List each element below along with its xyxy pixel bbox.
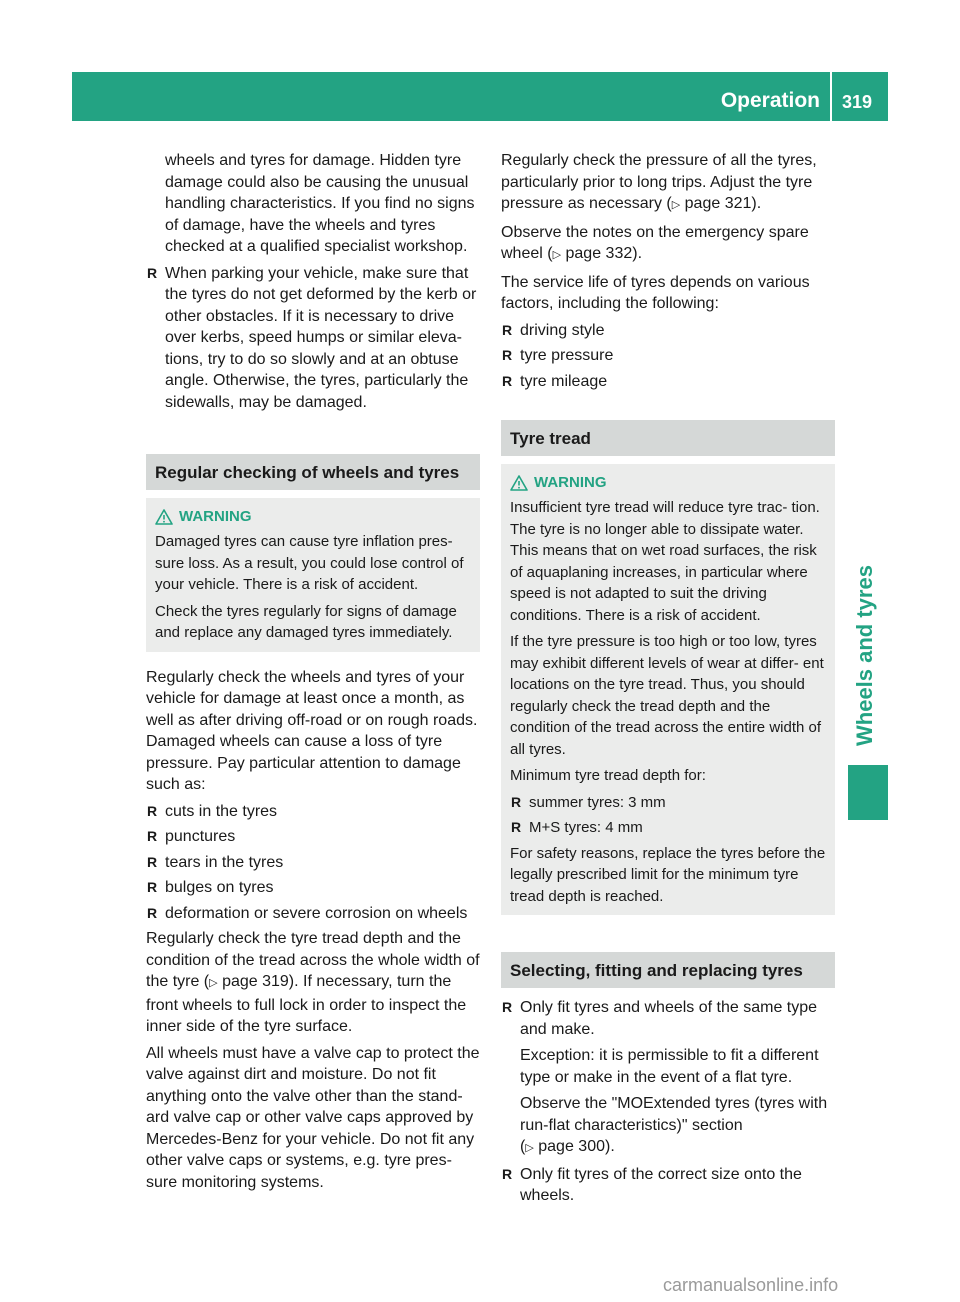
warning-header: [510, 473, 826, 493]
list-item-text: Only fit tyres of the correct size onto the wheels.: [520, 1165, 802, 1204]
section-title-selecting-tyres: Selecting, fitting and replacing tyres: [501, 952, 835, 988]
text-run: ).: [632, 245, 643, 262]
depth-list: [510, 792, 826, 839]
list-item: [501, 371, 835, 393]
list-item-text: tyre pressure: [520, 347, 614, 364]
list-item: [501, 320, 835, 342]
factor-list: [501, 320, 835, 393]
side-tab-label: Wheels and tyres: [852, 565, 877, 746]
observe-text: Observe the "MOExtended tyres (tyres with run-flat characteristics)" section (▷ page 300).: [520, 1095, 828, 1155]
section-title-regular-checking: Regular checking of wheels and tyres: [146, 454, 480, 490]
text-run: ).: [604, 1138, 615, 1155]
page-ref-arrow-icon: ▷: [209, 977, 218, 989]
page-ref-link[interactable]: page 332: [565, 245, 633, 262]
paragraph-pressure: [501, 150, 835, 217]
selecting-list: [501, 997, 835, 1207]
bullet-icon: R: [502, 321, 513, 338]
page-ref-link[interactable]: page 319: [222, 973, 289, 990]
exception-text: Exception: it is permissible to fit a different type or make in the event of a flat tyre.: [520, 1047, 819, 1086]
list-item: [146, 903, 480, 925]
text-run: Observe the "MOExtended tyres (tyres with run-flat characteristics)" section: [520, 1095, 828, 1134]
list-item-text: tears in the tyres: [165, 853, 284, 871]
list-item: [146, 877, 480, 899]
list-item-text: cuts in the tyres: [165, 802, 278, 820]
list-item: [510, 792, 826, 814]
warning-triangle-icon: [510, 475, 528, 491]
side-tab-block: [848, 765, 888, 820]
text-run: Observe the notes on the emergency spare wheel (: [501, 223, 809, 262]
list-item: [146, 826, 480, 848]
list-item: [501, 345, 835, 367]
warning-box: [501, 464, 835, 915]
warning-text-1: Damaged tyres can cause tyre inflation pres- sure loss. As a result, you could lose control of your vehicle. There is a risk of accident.: [155, 533, 464, 593]
parking-list: [146, 263, 480, 414]
warning-header: [155, 507, 471, 527]
page-ref-arrow-icon: ▷: [525, 1142, 534, 1154]
watermark: carmanualsonline.info: [663, 1275, 839, 1295]
warning-triangle-icon: [155, 509, 173, 525]
left-column: [146, 150, 480, 1198]
paragraph-check-monthly: Regularly check the wheels and tyres of your vehicle for damage at least once a month, as well as after driving off-road or on rough roads. Damaged wheels can cause a loss of tyre pressure. Pay particular attention to damage such as:: [146, 668, 478, 793]
bullet-icon: R: [502, 999, 513, 1015]
warning-text-1: Insufficient tyre tread will reduce tyre trac- tion. The tyre is no longer able to dissipate water. This means that on wet road surfaces, the risk of aquaplaning increases, in particular where speed is not adapted to suit the driving conditions. There is a risk of accident.: [510, 499, 820, 624]
damage-list: [146, 801, 480, 925]
page-number: 319: [841, 92, 873, 112]
paragraph-valve-cap: All wheels must have a valve cap to protect the valve against dirt and moisture. Do not fit anything onto the valve other than the stand- ard valve cap or other valve caps approved by Mercedes-Benz for your vehicle. Do not fit any other valve caps or systems, e.g. tyre pres- sure monitoring systems.: [146, 1044, 480, 1191]
warning-text-3: Minimum tyre tread depth for:: [510, 767, 706, 784]
list-item-text: When parking your vehicle, make sure that the tyres do not get deformed by the kerb or other obstacles. If it is necessary to drive over kerbs, speed humps or similar eleva- tions, try to do so slowly and at an obtuse angle. Otherwise, the tyres, particularly the sidewalls, may be damaged.: [165, 264, 477, 411]
warning-label: WARNING: [534, 474, 607, 491]
intro-continuation: wheels and tyres for damage. Hidden tyre damage could also be causing the unusual handling characteristics. If you find no signs of damage, have the wheels and tyres checked at a qualified specialist workshop.: [165, 152, 475, 255]
warning-text-4: For safety reasons, replace the tyres before the legally prescribed limit for the minimum tyre tread depth is reached.: [510, 844, 826, 905]
bullet-icon: R: [147, 853, 158, 870]
bullet-icon: R: [147, 904, 158, 921]
bullet-icon: R: [511, 819, 522, 835]
text-run: Regularly check the tyre tread depth and the condition of the tread across the whole width of the tyre (: [146, 930, 480, 990]
warning-text-2: If the tyre pressure is too high or too low, tyres may exhibit different levels of wear at differ- ent locations on the tyre tread. Thus, you should regularly check the tread depth and the condition of the tread across the entire width of all tyres.: [510, 633, 824, 758]
bullet-icon: R: [147, 264, 158, 281]
text-run: ). If necessary, turn the front wheels to full lock in order to inspect the inner side of the tyre surface.: [146, 973, 467, 1035]
list-item: [146, 852, 480, 874]
page-ref-link[interactable]: page 300: [538, 1138, 605, 1155]
warning-box: [146, 498, 480, 652]
paragraph-service-life: The service life of tyres depends on various factors, including the following:: [501, 273, 810, 312]
list-item-text: tyre mileage: [520, 372, 608, 390]
list-item-text: bulges on tyres: [165, 879, 274, 896]
header-bar: [72, 72, 888, 121]
text-run: ).: [751, 195, 762, 212]
list-item: [146, 801, 480, 823]
bullet-icon: R: [502, 372, 513, 389]
list-item: [510, 817, 826, 839]
list-item: [501, 997, 835, 1160]
list-item-text: deformation or severe corrosion on wheels: [165, 904, 468, 922]
warning-label: WARNING: [179, 508, 252, 525]
right-column: [501, 150, 835, 1211]
section-title-tyre-tread: Tyre tread: [501, 420, 835, 456]
list-item-text: punctures: [165, 828, 236, 845]
bullet-icon: R: [147, 828, 158, 844]
list-item-text: driving style: [520, 321, 605, 339]
bullet-icon: R: [147, 802, 158, 819]
page-ref-arrow-icon: ▷: [671, 199, 681, 211]
page-ref-arrow-icon: ▷: [552, 249, 562, 261]
chapter-title: Operation: [720, 89, 820, 112]
paragraph-tread-check: [146, 928, 480, 1038]
bullet-icon: R: [147, 879, 158, 895]
bullet-icon: R: [502, 347, 513, 363]
bullet-icon: R: [502, 1165, 513, 1182]
list-item: [501, 1164, 835, 1207]
bullet-icon: R: [511, 793, 522, 810]
list-item: [146, 263, 480, 414]
paragraph-spare-wheel: [501, 222, 835, 267]
list-item-text: Only fit tyres and wheels of the same type and make.: [520, 999, 818, 1038]
page-ref-link[interactable]: page 321: [684, 195, 752, 212]
list-item-text: M+S tyres: 4 mm: [529, 819, 643, 836]
list-item-text: summer tyres: 3 mm: [529, 793, 666, 811]
text-run: Regularly check the pressure of all the tyres, particularly prior to long trips. Adjust the tyre pressure as necessary (: [501, 152, 817, 212]
warning-text-2: Check the tyres regularly for signs of damage and replace any damaged tyres immediately.: [155, 602, 457, 641]
